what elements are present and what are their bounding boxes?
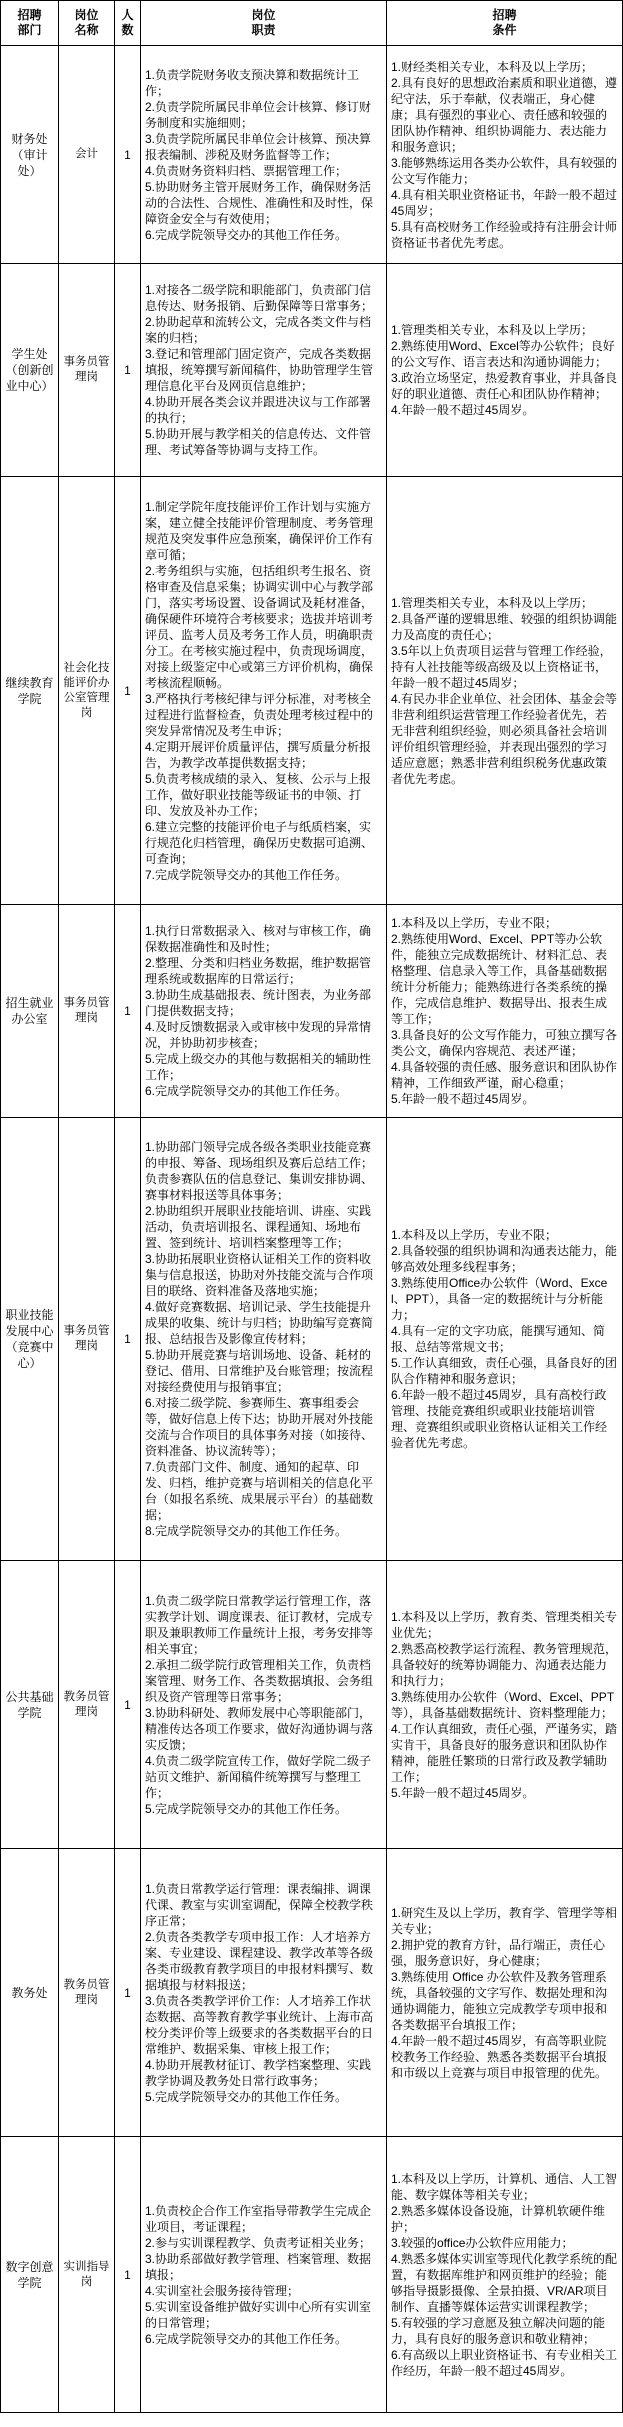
duties-cell: [141, 46, 387, 264]
table-row: [1, 1118, 623, 1561]
duty-item: 1.负责二级学院日常教学运行管理工作，落实教学计划、调度课表、征订教材，完成专职及兼职教师工作量统计上报，考务安排等相关事宜；: [145, 1593, 374, 1656]
duties-cell: [141, 1849, 387, 2137]
condition-item: 3.较强的office办公软件应用能力；: [391, 2235, 574, 2250]
duties-cell: [141, 2137, 387, 2413]
dept-cell: 职业技能发展中心（竞赛中心）: [1, 1118, 59, 1561]
header-position-line: 名称: [74, 23, 99, 37]
duty-item: 7.负责部门文件、制度、通知的起草、印发、归档，维护竞赛与培训相关的信息化平台（如报名系统、成果展示平台）的基础数据；: [145, 1460, 374, 1522]
duty-item: 3.登记和管理部门固定资产，完成各类数据填报，统筹撰写新闻稿件，协助管理学生管理信息化平台及网页信息维护；: [145, 347, 374, 393]
condition-item: 1.管理类相关专业，本科及以上学历；: [391, 595, 594, 610]
conditions-cell: [387, 1849, 623, 2137]
condition-item: 5.有较强的学习意愿及独立解决问题的能力，具有良好的服务意识和敬业精神；: [391, 2315, 606, 2346]
duty-item: 4.协助开展各类会议并跟进决议与工作部署的执行；: [145, 395, 372, 425]
table-row: [1, 1849, 623, 2137]
position-cell: 事务员管理岗: [59, 905, 115, 1118]
count-cell: 1: [115, 1561, 141, 1849]
duty-item: 1.制定学院年度技能评价工作计划与实施方案，建立健全技能评价管理制度、考务管理规范及突发事件应急预案，确保评价工作有章可循；: [145, 499, 374, 562]
condition-item: 5.年龄一般不超过45周岁。: [391, 1785, 535, 1800]
condition-item: 5.工作认真细致，责任心强，具备良好的团队合作精神和服务意识；: [391, 1356, 618, 1386]
dept-cell: 招生就业办公室: [1, 905, 59, 1118]
table-row: [1, 264, 623, 477]
count-cell: 1: [115, 2137, 141, 2413]
duty-item: 2.整理、分类和归档业务数据，维护数据管理系统或数据库的日常运行；: [145, 956, 372, 986]
duty-item: 8.完成学院领导交办的其他工作任务。: [145, 1524, 348, 1538]
duty-item: 1.对接各二级学院和职能部门，负责部门信息传达、财务报销、后勤保障等日常事务；: [145, 283, 374, 313]
conditions-cell: [387, 2137, 623, 2413]
duty-item: 3.协助拓展职业资格认证相关工作的资料收集与信息报送，协助对外技能交流与合作项目的联络、资料准备及落地实施；: [145, 1252, 374, 1298]
duty-item: 3.协助生成基础报表、统计图表，为业务部门提供数据支持；: [145, 988, 372, 1018]
duty-item: 3.协助系部做好教学管理、档案管理、数据填报；: [145, 2251, 372, 2282]
header-dept: [1, 1, 59, 46]
header-position-line: 岗位: [74, 8, 99, 22]
position-cell: 会计: [59, 46, 115, 264]
header-duties-line: 职责: [251, 23, 276, 37]
table-header-row: [1, 1, 623, 46]
header-dept-line: 招聘: [17, 8, 42, 22]
count-cell: 1: [115, 905, 141, 1118]
duty-item: 2.协助起草和流转公文，完成各类文件与档案的归档；: [145, 315, 372, 345]
duty-item: 6.完成学院领导交办的其他工作任务。: [145, 1084, 348, 1098]
header-position: [59, 1, 115, 46]
duties-cell: [141, 905, 387, 1118]
condition-item: 5.具有高校财务工作经验或持有注册会计师资格证书者优先考虑。: [391, 219, 618, 250]
condition-item: 1.本科及以上学历，计算机、通信、人工智能、数字媒体等相关专业；: [391, 2171, 618, 2202]
duty-item: 6.完成学院领导交办的其他工作任务。: [145, 2331, 348, 2346]
condition-item: 2.熟悉高校教学运行流程、教务管理规范，具备较好的统筹协调能力、沟通表达能力和执行力；: [391, 1641, 618, 1688]
dept-cell: 数字创意学院: [1, 2137, 59, 2413]
duty-item: 6.建立完整的技能评价电子与纸质档案，实行规范化归档管理，确保历史数据可追溯、可查询；: [145, 819, 374, 866]
count-cell: 1: [115, 477, 141, 905]
duty-item: 2.考务组织与实施，包括组织考生报名、资格审查及信息采集；协调实训中心与教学部门，落实考场设置、设备调试及耗材准备，确保硬件环境符合考核要求；选拔并培训考评员、监考人员及考务工作人员，明确职责分工。在考核实施过程中，负责现场调度，对接上级鉴定中心或第三方评价机构，确保考核流程顺畅。: [145, 563, 374, 690]
duty-item: 1.负责日常教学运行管理：课表编排、调课代课、教室与实训室调配，保障全校教学秩序正常；: [145, 1881, 374, 1928]
position-cell: 事务员管理岗: [59, 1118, 115, 1561]
duty-item: 2.负责各类教学专项申报工作：人才培养方案、专业建设、课程建设、教学改革等各级各类市级教育教学项目的申报材料撰写、数据填报与材料报送；: [145, 1929, 374, 1992]
condition-item: 3.熟练使用办公软件（Word、Excel、PPT等），具备基础数据统计、资料整理能力；: [391, 1689, 615, 1720]
condition-item: 1.财经类相关专业，本科及以上学历；: [391, 59, 594, 74]
condition-item: 4.年龄一般不超过45周岁。: [391, 403, 535, 417]
duties-cell: [141, 1118, 387, 1561]
duty-item: 5.协助开展与教学相关的信息传达、文件管理、考试筹备等协调与支持工作。: [145, 427, 372, 457]
header-dept-line: 部门: [17, 23, 42, 37]
condition-item: 6.有高级以上职业资格证书、有专业相关工作经历，年龄一般不超过45周岁。: [391, 2347, 618, 2378]
duty-item: 5.负责考核成绩的录入、复核、公示与上报工作，做好职业技能等级证书的申领、打印、发放及补办工作；: [145, 771, 372, 818]
duty-item: 1.负责学院财务收支预决算和数据统计工作；: [145, 67, 360, 98]
table-row: [1, 46, 623, 264]
duty-item: 2.负责学院所属民非单位会计核算、修订财务制度和实施细则；: [145, 99, 372, 130]
condition-item: 3.具备良好的公文写作能力，可独立撰写各类公文，确保内容规范、表述严谨；: [391, 1028, 618, 1058]
duty-item: 2.协助组织开展职业技能培训、讲座、实践活动，负责培训报名、课程通知、场地布置、签到统计、培训档案整理等工作；: [145, 1204, 372, 1250]
duties-cell: [141, 477, 387, 905]
condition-item: 4.具有相关职业资格证书，年龄一般不超过45周岁；: [391, 187, 618, 218]
header-conditions-line: 招聘: [492, 8, 517, 22]
condition-item: 1.本科及以上学历，教育类、管理类相关专业优先；: [391, 1609, 618, 1640]
position-cell: 实训指导岗: [59, 2137, 115, 2413]
condition-item: 2.熟练使用Word、Excel等办公软件；良好的公文写作、语言表达和沟通协调能力；: [391, 339, 615, 369]
duty-item: 5.实训室设备维护做好实训中心所有实训室的日常管理；: [145, 2299, 372, 2330]
conditions-cell: [387, 264, 623, 477]
duty-item: 3.协助科研处、教师发展中心等职能部门，精准传达各项工作要求，做好沟通协调与落实反馈；: [145, 1705, 374, 1752]
header-duties-line: 岗位: [251, 8, 276, 22]
dept-cell: 教务处: [1, 1849, 59, 2137]
count-cell: 1: [115, 1118, 141, 1561]
duty-item: 5.完成上级交办的其他与数据相关的辅助性工作；: [145, 1052, 372, 1082]
dept-cell: 继续教育学院: [1, 477, 59, 905]
duty-item: 4.协助开展教材征订、教学档案整理、实践教学协调及教务处日常行政事务；: [145, 2057, 372, 2088]
count-cell: 1: [115, 46, 141, 264]
duty-item: 4.实训室社会服务接待管理；: [145, 2283, 300, 2298]
condition-item: 2.熟练使用Word、Excel、PPT等办公软件，能独立完成数据统计、材料汇总、表格整理、信息录入等工作，具备基础数据统计分析能力；能熟练进行各类系统的操作，完成信息维护、数据导出、报表生成等工作；: [391, 932, 608, 1026]
position-cell: 教务员管理岗: [59, 1561, 115, 1849]
condition-item: 3.5年以上负责项目运营与管理工作经验，持有人社技能等级高级及以上资格证书，年龄一般不超过45周岁；: [391, 643, 612, 690]
conditions-cell: [387, 1118, 623, 1561]
condition-item: 3.政治立场坚定，热爱教育事业，并具备良好的职业道德、责任心和团队协作精神；: [391, 371, 618, 401]
dept-cell: 财务处（审计处）: [1, 46, 59, 264]
condition-item: 4.有民办非企业单位、社会团体、基金会等非营利组织运营管理工作经验者优先，若无非营利组织经验，则必须具备社会培训评价组织管理经验，并表现出强烈的学习适应意愿；熟悉非营利组织税务优惠政策者优先考虑。: [391, 691, 618, 786]
duty-item: 5.协助财务主管开展财务工作，确保财务活动的合法性、合规性、准确性和及时性，保障资金安全与有效使用；: [145, 179, 374, 226]
condition-item: 1.研究生及以上学历，教育学、管理学等相关专业；: [391, 1905, 618, 1936]
position-cell: 教务员管理岗: [59, 1849, 115, 2137]
condition-item: 4.工作认真细致，责任心强，严谨务实，踏实肯干，具备良好的服务意识和团队协作精神，能胜任繁琐的日常行政及教学辅助工作；: [391, 1721, 618, 1784]
duty-item: 1.执行日常数据录入、核对与审核工作，确保数据准确性和及时性；: [145, 924, 372, 954]
conditions-cell: [387, 46, 623, 264]
table-row: [1, 905, 623, 1118]
dept-cell: 公共基础学院: [1, 1561, 59, 1849]
condition-item: 2.具备严谨的逻辑思维、较强的组织协调能力及高度的责任心；: [391, 611, 618, 642]
duties-cell: [141, 264, 387, 477]
condition-item: 1.本科及以上学历，专业不限；: [391, 916, 558, 930]
duty-item: 3.严格执行考核纪律与评分标准，对考核全过程进行监督检查，负责处理考核过程中的突发异常情况及考生申诉；: [145, 691, 374, 738]
header-conditions: [387, 1, 623, 46]
duty-item: 2.参与实训课程教学、负责考证相关业务；: [145, 2235, 372, 2250]
condition-item: 4.熟悉多媒体实训室等现代化教学系统的配置，有数据库维护和网页维护的经验；能够指导摄影摄像、全景拍摄、VR/AR项目制作、直播等媒体运营实训课程教学；: [391, 2251, 618, 2314]
duty-item: 2.承担二级学院行政管理相关工作，负责档案管理、财务工作、各类数据填报、会务组织及资产管理等日常事务；: [145, 1657, 374, 1704]
duty-item: 6.完成学院领导交办的其他工作任务。: [145, 227, 348, 242]
condition-item: 1.本科及以上学历，专业不限；: [391, 1228, 558, 1242]
conditions-cell: [387, 905, 623, 1118]
header-conditions-line: 条件: [492, 23, 517, 37]
header-duties: [141, 1, 387, 46]
condition-item: 2.熟悉多媒体设备设施，计算机软硬件维护；: [391, 2203, 606, 2234]
duty-item: 4.负责二级学院宣传工作，做好学院二级子站页文维护、新闻稿件统筹撰写与整理工作；: [145, 1753, 372, 1800]
condition-item: 4.年龄一般不超过45周岁，有高等职业院校教务工作经验、熟悉各类数据平台填报和市级以上竞赛与项目申报管理的优先。: [391, 2033, 608, 2080]
duty-item: 5.完成学院领导交办的其他工作任务。: [145, 1801, 348, 1816]
table-row: [1, 477, 623, 905]
condition-item: 3.能够熟练运用各类办公软件，具有较强的公文写作能力；: [391, 155, 618, 186]
header-count-label: 人数: [121, 8, 134, 37]
condition-item: 2.拥护党的教育方针，品行端正，责任心强，服务意识好，身心健康；: [391, 1937, 606, 1968]
condition-item: 3.熟练使用Office办公软件（Word、Excel、PPT），具备一定的数据统计与分析能力；: [391, 1276, 608, 1322]
condition-item: 4.具备较强的责任感、服务意识和团队协作精神，工作细致严谨，耐心稳重；: [391, 1060, 618, 1090]
dept-cell: 学生处（创新创业中心）: [1, 264, 59, 477]
duty-item: 6.对接二级学院、参赛师生、赛事组委会等，做好信息上传下达；协助开展对外技能交流与合作项目的具体事务对接（如接待、资料准备、协议流转等）；: [145, 1396, 374, 1458]
duty-item: 4.做好竞赛数据、培训记录、学生技能提升成果的收集、统计与归档；协助编写竞赛简报、总结报告及影像宣传材料；: [145, 1300, 374, 1346]
conditions-cell: [387, 477, 623, 905]
condition-item: 2.具有良好的思想政治素质和职业道德，遵纪守法，乐于奉献，仪表端正，身心健康；具有强烈的事业心、责任感和较强的团队协作精神、组织协调能力、表达能力和服务意识；: [391, 75, 618, 154]
duty-item: 7.完成学院领导交办的其他工作任务。: [145, 867, 348, 882]
duty-item: 3.负责各类教学评价工作：人才培养工作状态数据、高等教育教学事业统计、上海市高校分类评价等上级要求的各类数据平台的日常维护、数据采集、审核上报工作；: [145, 1993, 374, 2056]
position-cell: 事务员管理岗: [59, 264, 115, 477]
condition-item: 4.具有一定的文字功底，能撰写通知、简报、总结等常规文书；: [391, 1324, 606, 1354]
table-row: [1, 2137, 623, 2413]
duty-item: 1.协助部门领导完成各级各类职业技能竞赛的申报、筹备、现场组织及赛后总结工作；负责参赛队伍的信息登记、集训安排协调、赛事材料报送等具体事务；: [145, 1140, 374, 1202]
duty-item: 4.及时反馈数据录入或审核中发现的异常情况，并协助初步核查；: [145, 1020, 372, 1050]
count-cell: 1: [115, 264, 141, 477]
duty-item: 5.完成学院领导交办的其他工作任务。: [145, 2089, 348, 2104]
duty-item: 4.负责财务资料归档、票据管理工作；: [145, 163, 348, 178]
duty-item: 3.负责学院所属民非单位会计核算、预决算报表编制、涉税及财务监督等工作；: [145, 131, 372, 162]
duty-item: 1.负责校企合作工作室指导带教学生完成企业项目，考证课程；: [145, 2203, 372, 2234]
condition-item: 6.年龄一般不超过45周岁，具有高校行政管理、技能竞赛组织或职业技能培训管理、竞赛组织或职业资格认证相关工作经验者优先考虑。: [391, 1388, 608, 1450]
duties-cell: [141, 1561, 387, 1849]
condition-item: 3.熟练使用 Office 办公软件及教务管理系统，具备较强的文字写作、数据处理和沟通协调能力，能独立完成教学专项申报和各类数据平台填报工作；: [391, 1969, 608, 2032]
conditions-cell: [387, 1561, 623, 1849]
position-cell: 社会化技能评价办公室管理岗: [59, 477, 115, 905]
table-row: [1, 1561, 623, 1849]
condition-item: 2.具备较强的组织协调和沟通表达能力，能够高效处理多线程事务；: [391, 1244, 618, 1274]
count-cell: 1: [115, 1849, 141, 2137]
condition-item: 5.年龄一般不超过45周岁。: [391, 1092, 535, 1106]
header-count: [115, 1, 141, 46]
duty-item: 4.定期开展评价质量评估，撰写质量分析报告，为教学改革提供数据支持；: [145, 739, 372, 770]
duty-item: 5.协助开展竞赛与培训场地、设备、耗材的登记、借用、日常维护及台账管理；按流程对接经费使用与报销事宜；: [145, 1348, 374, 1394]
condition-item: 1.管理类相关专业，本科及以上学历；: [391, 323, 594, 337]
